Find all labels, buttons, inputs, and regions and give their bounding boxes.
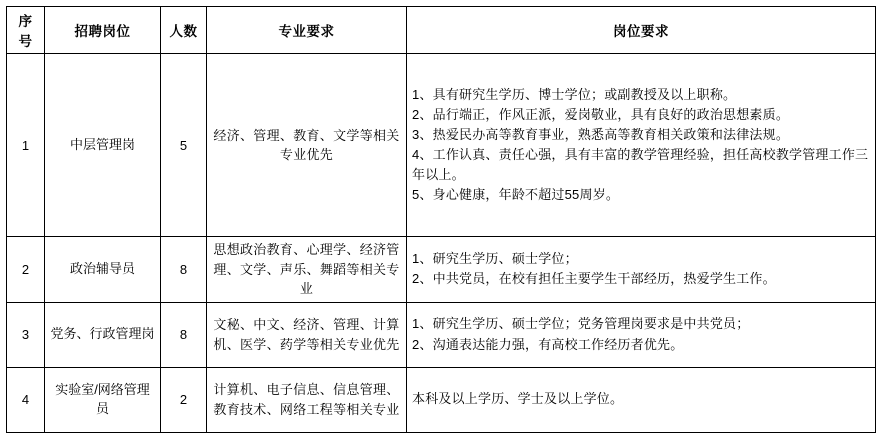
cell-index: 3 (7, 302, 45, 367)
cell-major: 经济、管理、教育、文学等相关专业优先 (207, 54, 407, 237)
cell-count: 2 (161, 367, 207, 432)
cell-count: 5 (161, 54, 207, 237)
cell-post: 实验室/网络管理员 (45, 367, 161, 432)
column-header-index: 序号 (7, 7, 45, 54)
cell-requirements (407, 237, 876, 303)
column-header-major: 专业要求 (207, 7, 407, 54)
cell-post: 中层管理岗 (45, 54, 161, 237)
recruitment-table (6, 6, 876, 433)
column-header-post: 招聘岗位 (45, 7, 161, 54)
table-body (7, 54, 876, 433)
cell-count: 8 (161, 237, 207, 303)
table-header (7, 7, 876, 54)
cell-post: 政治辅导员 (45, 237, 161, 303)
requirement-line: 4、工作认真、责任心强，具有丰富的教学管理经验，担任高校教学管理工作三年以上。 (412, 147, 869, 183)
requirement-line: 本科及以上学历、学士及以上学位。 (412, 391, 624, 407)
column-header-requirements: 岗位要求 (407, 7, 876, 54)
cell-major: 文秘、中文、经济、管理、计算机、医学、药学等相关专业优先 (207, 302, 407, 367)
cell-requirements (407, 54, 876, 237)
requirement-line: 5、身心健康，年龄不超过55周岁。 (412, 187, 620, 203)
table-row (7, 237, 876, 303)
cell-major: 计算机、电子信息、信息管理、教育技术、网络工程等相关专业 (207, 367, 407, 432)
cell-post: 党务、行政管理岗 (45, 302, 161, 367)
cell-index: 1 (7, 54, 45, 237)
column-header-count: 人数 (161, 7, 207, 54)
requirement-line: 3、热爱民办高等教育事业，熟悉高等教育相关政策和法律法规。 (412, 126, 790, 142)
cell-major: 思想政治教育、心理学、经济管理、文学、声乐、舞蹈等相关专业 (207, 237, 407, 303)
requirement-line: 2、中共党员，在校有担任主要学生干部经历，热爱学生工作。 (412, 271, 776, 287)
table-row (7, 54, 876, 237)
cell-count: 8 (161, 302, 207, 367)
cell-requirements (407, 302, 876, 367)
cell-index: 2 (7, 237, 45, 303)
requirement-line: 1、研究生学历、硕士学位； (412, 251, 578, 267)
requirement-line: 1、研究生学历、硕士学位；党务管理岗要求是中共党员； (412, 316, 750, 332)
requirement-line: 1、具有研究生学历、博士学位；或副教授及以上职称。 (412, 86, 737, 102)
requirement-line: 2、沟通表达能力强，有高校工作经历者优先。 (412, 336, 684, 352)
cell-index: 4 (7, 367, 45, 432)
table-header-row (7, 7, 876, 54)
requirement-line: 2、品行端正，作风正派，爱岗敬业，具有良好的政治思想素质。 (412, 106, 790, 122)
table-row (7, 302, 876, 367)
